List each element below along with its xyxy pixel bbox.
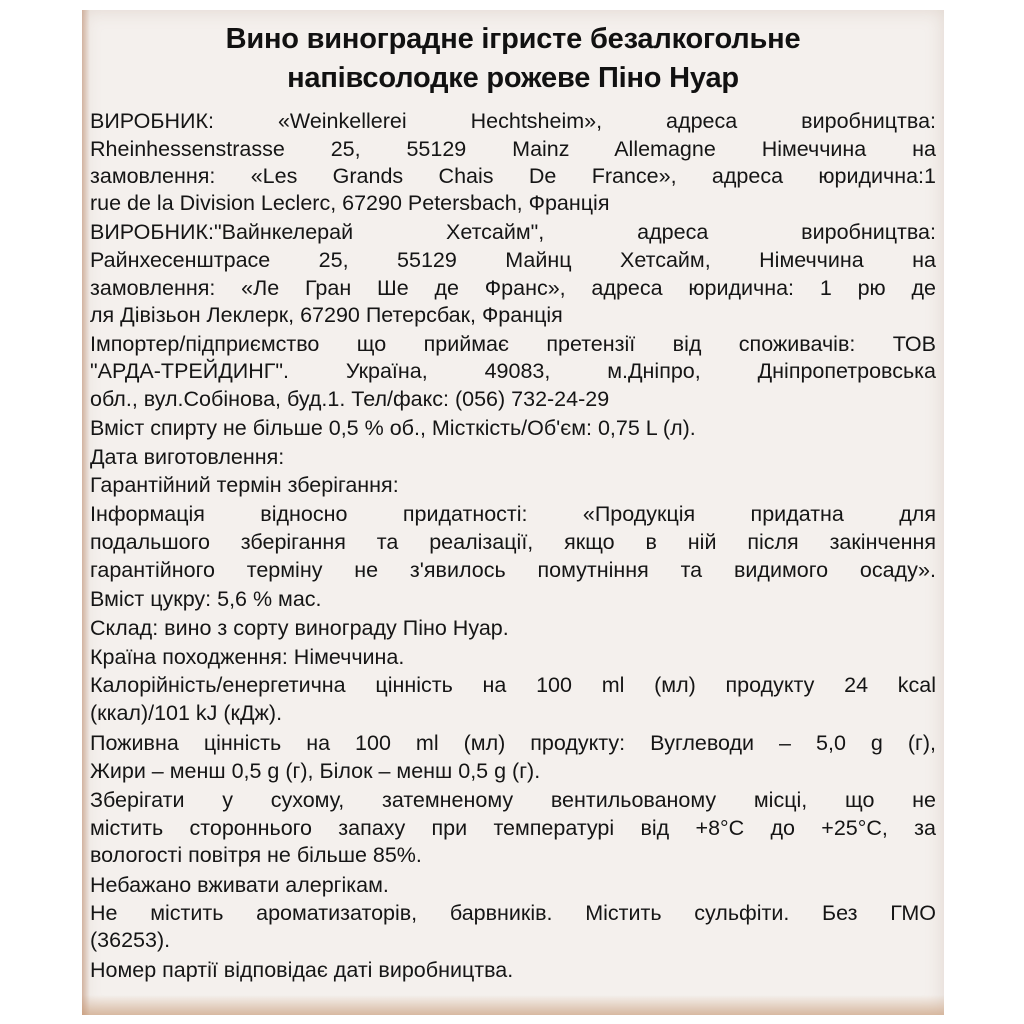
producer-latin-line-2: Rheinhessenstrasse 25, 55129 Mainz Allemagne Німеччина на bbox=[90, 137, 936, 161]
alcohol-volume-line: Вміст спирту не більше 0,5 % об., Місткість/Об'єм: 0,75 L (л). bbox=[90, 416, 696, 440]
producer-cyrillic-line-4: ля Дівізьон Леклерк, 67290 Петерсбак, Франція bbox=[90, 303, 563, 327]
additives-line-2: (36253). bbox=[90, 928, 171, 952]
composition-line: Склад: вино з сорту винограду Піно Нуар. bbox=[90, 616, 509, 640]
nutrition-line-2: Жири – менш 0,5 g (г), Білок – менш 0,5 g (г). bbox=[90, 759, 541, 783]
nutrition-line-1: Поживна цінність на 100 ml (мл) продукту: Вуглеводи – 5,0 g (г), bbox=[90, 731, 936, 755]
product-title-line-2: напівсолодке рожеве Піно Нуар bbox=[287, 62, 739, 94]
allergy-warning-line: Небажано вживати алергікам. bbox=[90, 873, 389, 897]
importer-line-3: обл., вул.Собінова, буд.1. Тел/факс: (056) 732-24-29 bbox=[90, 387, 610, 411]
production-date-line: Дата виготовлення: bbox=[90, 445, 285, 469]
suitability-line-3: гарантійного терміну не з'явилось помутніння та видимого осаду». bbox=[90, 558, 936, 582]
producer-cyrillic-line-2: Райнхесенштрасе 25, 55129 Майнц Хетсайм, Німеччина на bbox=[90, 248, 936, 272]
energy-value-line-2: (ккал)/101 kJ (кДж). bbox=[90, 701, 283, 725]
producer-latin-line-1: ВИРОБНИК: «Weinkellerei Hechtsheim», адреса виробництва: bbox=[90, 109, 936, 133]
energy-value-line-1: Калорійність/енергетична цінність на 100 ml (мл) продукту 24 kcal bbox=[90, 673, 936, 697]
producer-latin-line-3: замовлення: «Les Grands Chais De France», адреса юридична:1 bbox=[90, 164, 936, 188]
suitability-line-2: подальшого зберігання та реалізації, якщо в ній після закінчення bbox=[90, 530, 936, 554]
product-title-line-1: Вино виноградне ігристе безалкогольне bbox=[225, 23, 801, 55]
producer-latin-line-4: rue de la Division Leclerc, 67290 Petersbach, Франція bbox=[90, 191, 610, 215]
importer-line-2: "АРДА-ТРЕЙДИНГ". Україна, 49083, м.Дніпро, Дніпропетровська bbox=[90, 359, 936, 383]
country-of-origin-line: Країна походження: Німеччина. bbox=[90, 645, 405, 669]
suitability-line-1: Інформація відносно придатності: «Продукція придатна для bbox=[90, 502, 936, 526]
storage-line-3: вологості повітря не більше 85%. bbox=[90, 843, 422, 867]
importer-line-1: Імпортер/підприємство що приймає претензії від споживачів: ТОВ bbox=[90, 332, 936, 356]
producer-cyrillic-line-3: замовлення: «Ле Гран Ше де Франс», адреса юридична: 1 рю де bbox=[90, 276, 936, 300]
storage-line-1: Зберігати у сухому, затемненому вентильованому місці, що не bbox=[90, 788, 936, 812]
storage-line-2: містить стороннього запаху при температурі від +8°С до +25°С, за bbox=[90, 816, 936, 840]
batch-number-line: Номер партії відповідає даті виробництва. bbox=[90, 958, 514, 982]
label-edge-shadow bbox=[82, 10, 90, 1015]
sugar-content-line: Вміст цукру: 5,6 % мас. bbox=[90, 587, 322, 611]
shelf-life-line: Гарантійний термін зберігання: bbox=[90, 473, 399, 497]
producer-cyrillic-line-1: ВИРОБНИК:"Вайнкелерай Хетсайм", адреса виробництва: bbox=[90, 220, 936, 244]
label-bottom-edge bbox=[82, 995, 944, 1015]
additives-line-1: Не містить ароматизаторів, барвників. Містить сульфіти. Без ГМО bbox=[90, 901, 936, 925]
